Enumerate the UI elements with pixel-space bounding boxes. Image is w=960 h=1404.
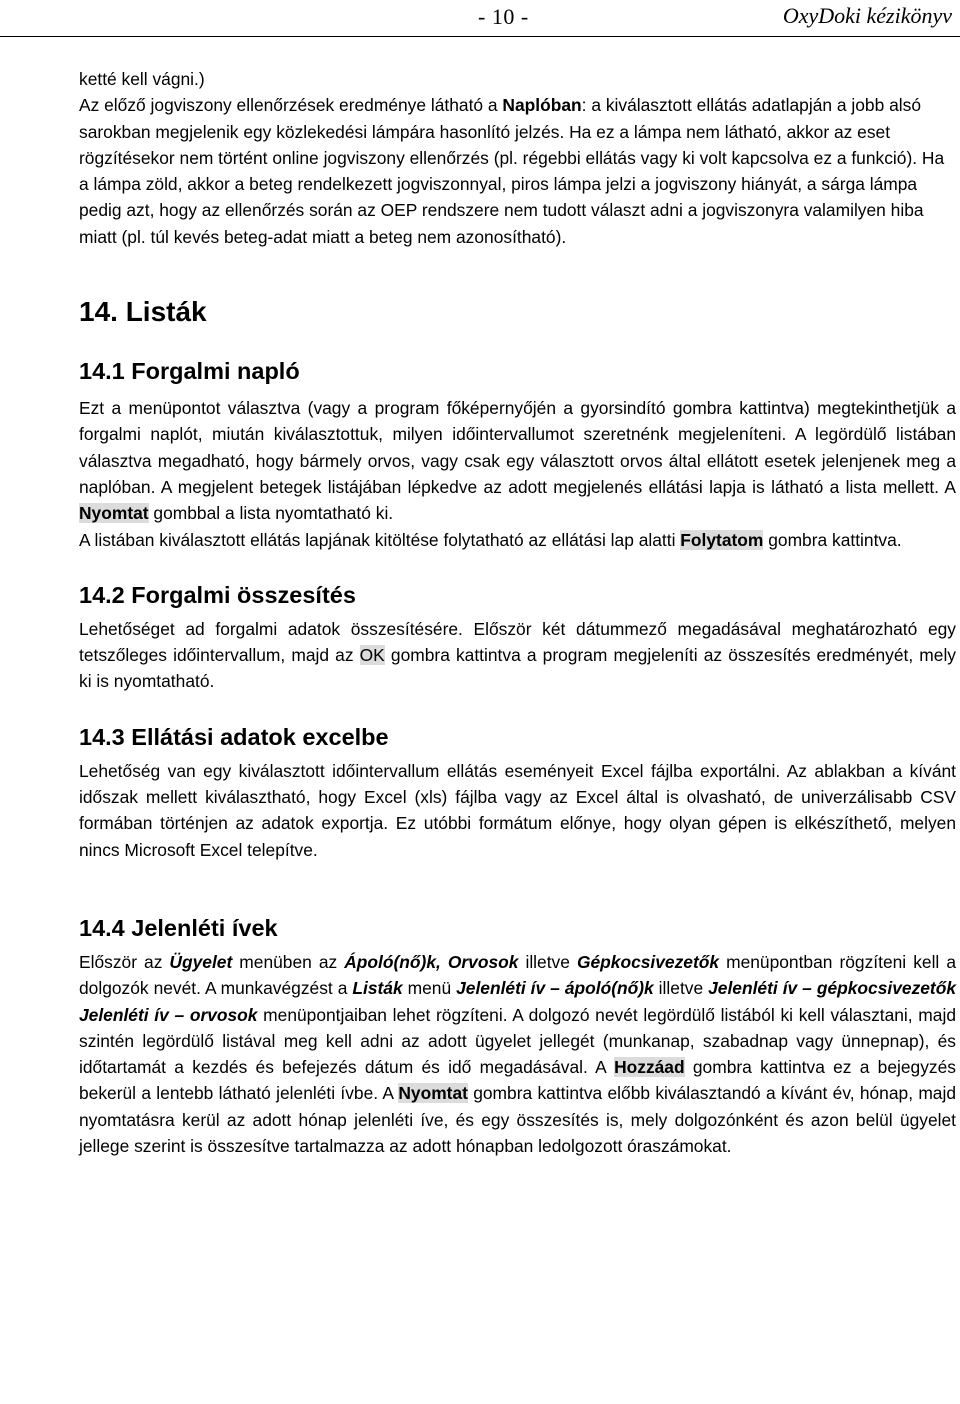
menu-jelenleti-iv-apolok: Jelenléti ív – ápoló(nő)k bbox=[456, 978, 654, 999]
section-14-2-paragraph: Lehetőséget ad forgalmi adatok összesítésére. Először két dátummező megadásával meghatározható egy tetszőleges időintervallum, majd az OK gombra kattintva a program megjeleníti az összesítés eredményét, mely ki is nyomtatható. bbox=[79, 618, 957, 692]
section-14-3-paragraph: Lehetőség van egy kiválasztott időintervallum ellátás eseményeit Excel fájlba exportálni. Az ablakban a kívánt időszak mellett kiválasztható, hogy Excel (xls) fájlba vagy az Excel által is olvasható, de univerzálisabb CSV formában történjen az adatok exportja. Ez utóbbi formátum előnye, hogy olyan gépen is elkészíthető, melyen nincs Microsoft Excel telepítve. bbox=[79, 760, 956, 860]
section-14-1-paragraph-2: A listában kiválasztott ellátás lapjának kitöltése folytatható az ellátási lap alatti Folytatom gombra kattintva. bbox=[79, 529, 902, 550]
intro-paragraph: Az előző jogviszony ellenőrzések eredménye látható a Naplóban: a kiválasztott ellátás adatlapján a jobb alsó sarokban megjelenik egy közlekedési lámpára hasonlító jelzés. Ha ez a lámpa nem látható, akkor az eset rögzítésekor nem történt online jogviszony ellenőrzés (pl. régebbi ellátás vagy ki volt kapcsolva ez a funkció). Ha a lámpa zöld, akkor a beteg rendelkezett jogviszonnyal, piros lámpa jelzi a jogviszony hiányát, a sárga lámpa pedig azt, hogy az ellenőrzés során az OEP rendszere nem tudott választ adni a jogviszonyra valamilyen hiba miatt (pl. túl kevés beteg-adat miatt a beteg nem azonosítható). bbox=[79, 95, 945, 247]
page-content bbox=[79, 66, 956, 1159]
page-number: - 10 - bbox=[478, 4, 529, 29]
naplo-label: Naplóban bbox=[502, 95, 582, 116]
hozzaad-button-label: Hozzáad bbox=[614, 1057, 685, 1078]
menu-listak: Listák bbox=[352, 978, 403, 999]
nyomtat-button-label-2: Nyomtat bbox=[398, 1083, 468, 1104]
folytatom-button-label: Folytatom bbox=[680, 529, 764, 550]
section-14-3-title: 14.3 Ellátási adatok excelbe bbox=[79, 723, 389, 750]
menu-jelenleti-iv-gepkocsi-orvosok: Jelenléti ív – gépkocsivezetők Jelenléti ív – orvosok bbox=[79, 978, 957, 1025]
page-header bbox=[0, 0, 960, 40]
section-14-1-paragraph-1: Ezt a menüpontot választva (vagy a program főképernyőjén a gyorsindító gombra kattintva) megtekinthetjük a forgalmi naplót, miután kiválasztottuk, milyen időintervallumot szeretnénk megjeleníteni. A legördülő listában választva megadható, hogy bármely orvos, vagy csak egy választott orvos által ellátott esetek jelenjenek meg a naplóban. A megjelent betegek listájában lépkedve az adott megjelenés ellátási lapja is látható a lista mellett. A Nyomtat gombbal a lista nyomtatható ki. bbox=[79, 398, 956, 524]
chapter-title: 14. Listák bbox=[79, 296, 207, 328]
nyomtat-button-label: Nyomtat bbox=[79, 503, 149, 524]
menu-apolok-orvosok: Ápoló(nő)k, Orvosok bbox=[344, 951, 519, 972]
section-14-4-title: 14.4 Jelenléti ívek bbox=[79, 914, 278, 941]
section-14-1-title: 14.1 Forgalmi napló bbox=[79, 358, 300, 385]
intro-continuation: ketté kell vágni.) bbox=[79, 69, 205, 89]
menu-gepkocsivezetok: Gépkocsivezetők bbox=[576, 951, 720, 972]
section-14-2-title: 14.2 Forgalmi összesítés bbox=[79, 581, 356, 608]
section-14-4-paragraph: Először az Ügyelet menüben az Ápoló(nő)k, Orvosok illetve Gépkocsivezetők menüpontban rögzíteni kell a dolgozók nevét. A munkavégzést a Listák menü Jelenléti ív – ápoló(nő)k illetve Jelenléti ív – gépkocsivezetők Jelenléti ív – orvosok menüpontjaiban lehet rögzíteni. A dolgozó nevét legördülő listából ki kell választani, majd szintén legördülő listával meg kell adni az adott ügyelet jellegét (munkanap, szabadnap vagy ünnepnap), és időtartamát a kezdés és befejezés dátum és idő megadásával. A Hozzáad gombra kattintva ez a bejegyzés bekerül a lentebb látható jelenléti ívbe. A Nyomtat gombra kattintva előbb kiválasztandó a kívánt év, hónap, majd nyomtatásra kerül az adott hónap jelenléti íve, és egy összesítés is, mely dolgozónként és azon belül ügyelet jellege szerint is összesítve tartalmazza az adott hónapban ledolgozott óraszámokat. bbox=[79, 951, 957, 1157]
ok-button-label: OK bbox=[359, 645, 385, 666]
menu-ugyelet: Ügyelet bbox=[169, 951, 233, 972]
header-title: OxyDoki kézikönyv bbox=[782, 3, 952, 28]
header-rule bbox=[0, 36, 960, 37]
